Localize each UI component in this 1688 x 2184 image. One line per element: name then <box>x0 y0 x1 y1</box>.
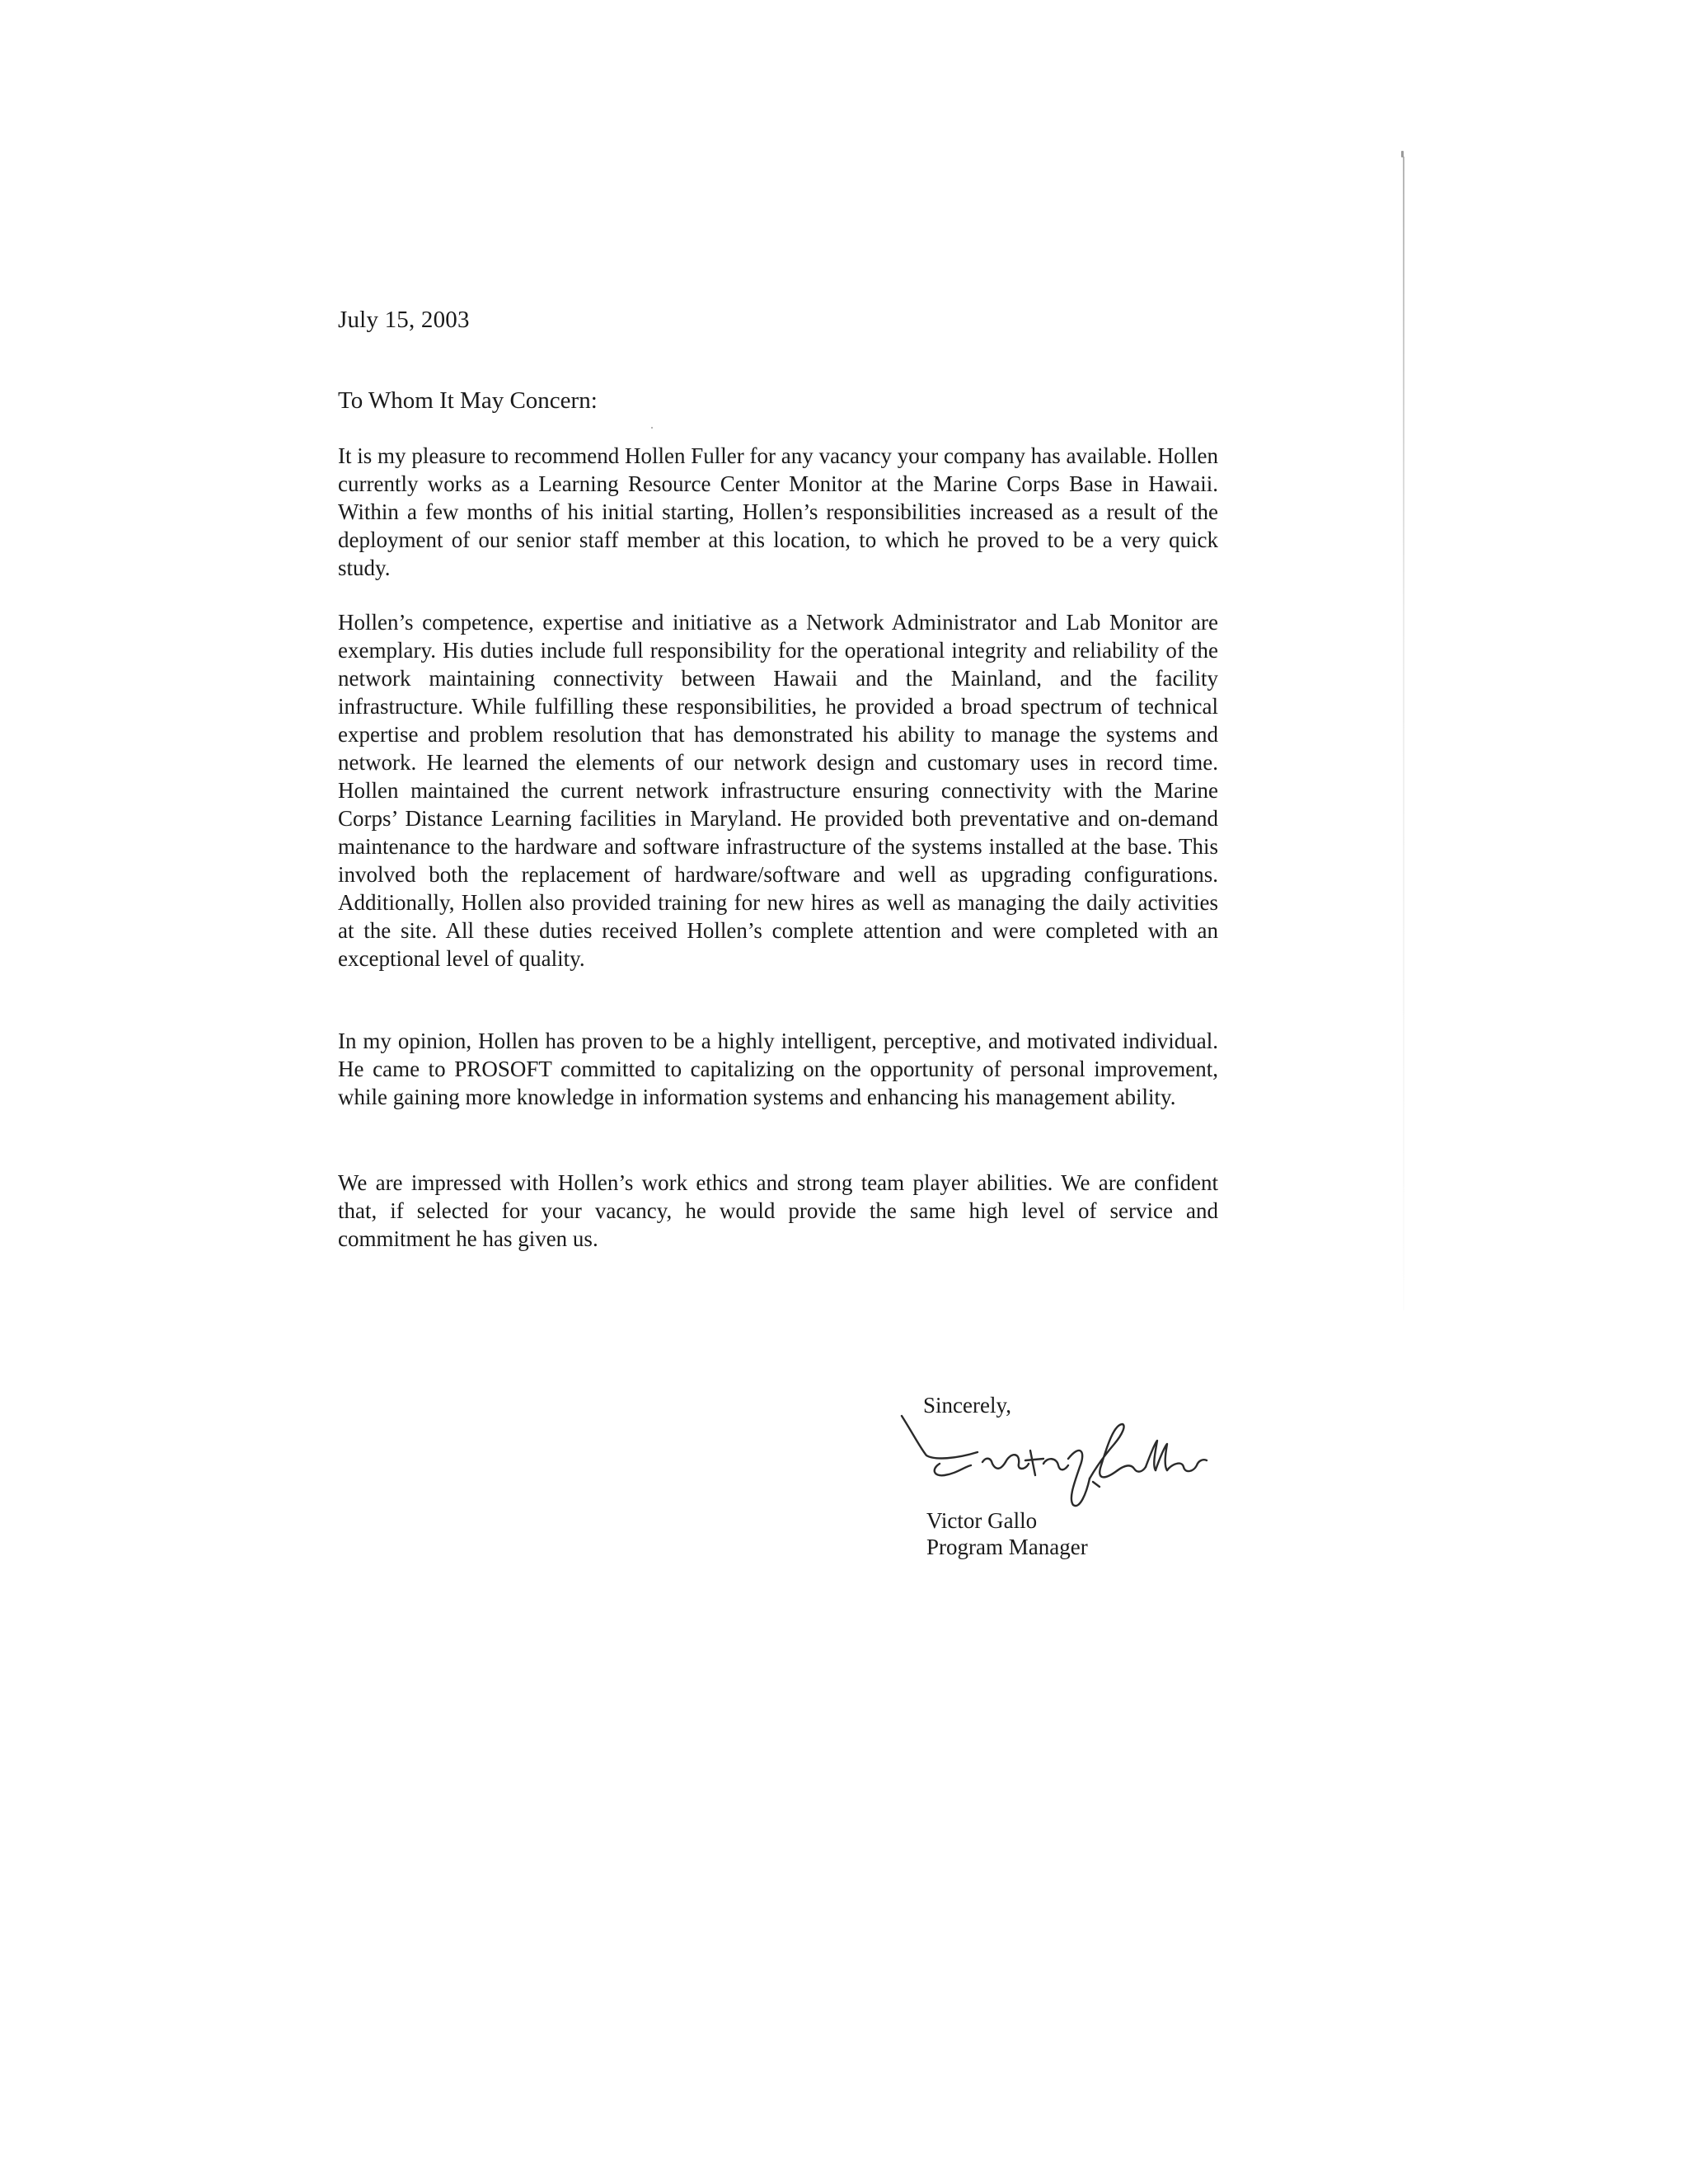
signer-name: Victor Gallo <box>926 1508 1038 1533</box>
closing-text: Sincerely, <box>923 1393 1011 1418</box>
signature-block <box>898 1393 1228 1574</box>
scan-speck <box>1401 151 1404 157</box>
letter-date: July 15, 2003 <box>338 307 470 333</box>
paragraph-3 <box>338 1027 1218 1111</box>
paragraph-text: We are impressed with Hollen’s work ethics and strong team player abilities. We are confident that, if selected for your vacancy, he would provide the same high level of service and commitment he has given us. <box>338 1170 1218 1251</box>
letter-salutation: To Whom It May Concern: <box>338 387 598 414</box>
scan-edge-line <box>1403 157 1404 1310</box>
paragraph-text: It is my pleasure to recommend Hollen Fuller for any vacancy your company has available. Hollen currently works as a Learning Resource Center Monitor at the Marine Corps Base in Hawaii. Within a few months of his initial starting, Hollen’s responsibilities increased as a result of the deployment of our senior staff member at this location, to which he proved to be a very quick study. <box>338 443 1218 580</box>
paragraph-text: Hollen’s competence, expertise and initiative as a Network Administrator and Lab Monitor are exemplary. His duties include full responsibility for the operational integrity and reliability of the network maintaining connectivity between Hawaii and the Mainland, and the facility infrastructure. While fulfilling these responsibilities, he provided a broad spectrum of technical expertise and problem resolution that has demonstrated his ability to manage the systems and network. He learned the elements of our network design and customary uses in record time. Hollen maintained the current network infrastructure ensuring connectivity with the Marine Corps’ Distance Learning facilities in Maryland. He provided both preventative and on-demand maintenance to the hardware and software infrastructure of the systems installed at the base. This involved both the replacement of hardware/software and well as upgrading configurations. Additionally, Hollen also provided training for new hires as well as managing the daily activities at the site. All these duties received Hollen’s complete attention and were completed with an exceptional level of quality. <box>338 610 1218 971</box>
paragraph-4 <box>338 1169 1218 1253</box>
paragraph-2 <box>338 608 1218 972</box>
scan-speck <box>651 427 653 429</box>
paragraph-text: In my opinion, Hollen has proven to be a highly intelligent, perceptive, and motivated individual. He came to PROSOFT committed to capitalizing on the opportunity of personal improvement, while gaining more knowledge in information systems and enhancing his management ability. <box>338 1029 1218 1109</box>
signer-title: Program Manager <box>926 1535 1088 1559</box>
handwritten-signature <box>898 1401 1212 1512</box>
paragraph-1 <box>338 442 1218 582</box>
